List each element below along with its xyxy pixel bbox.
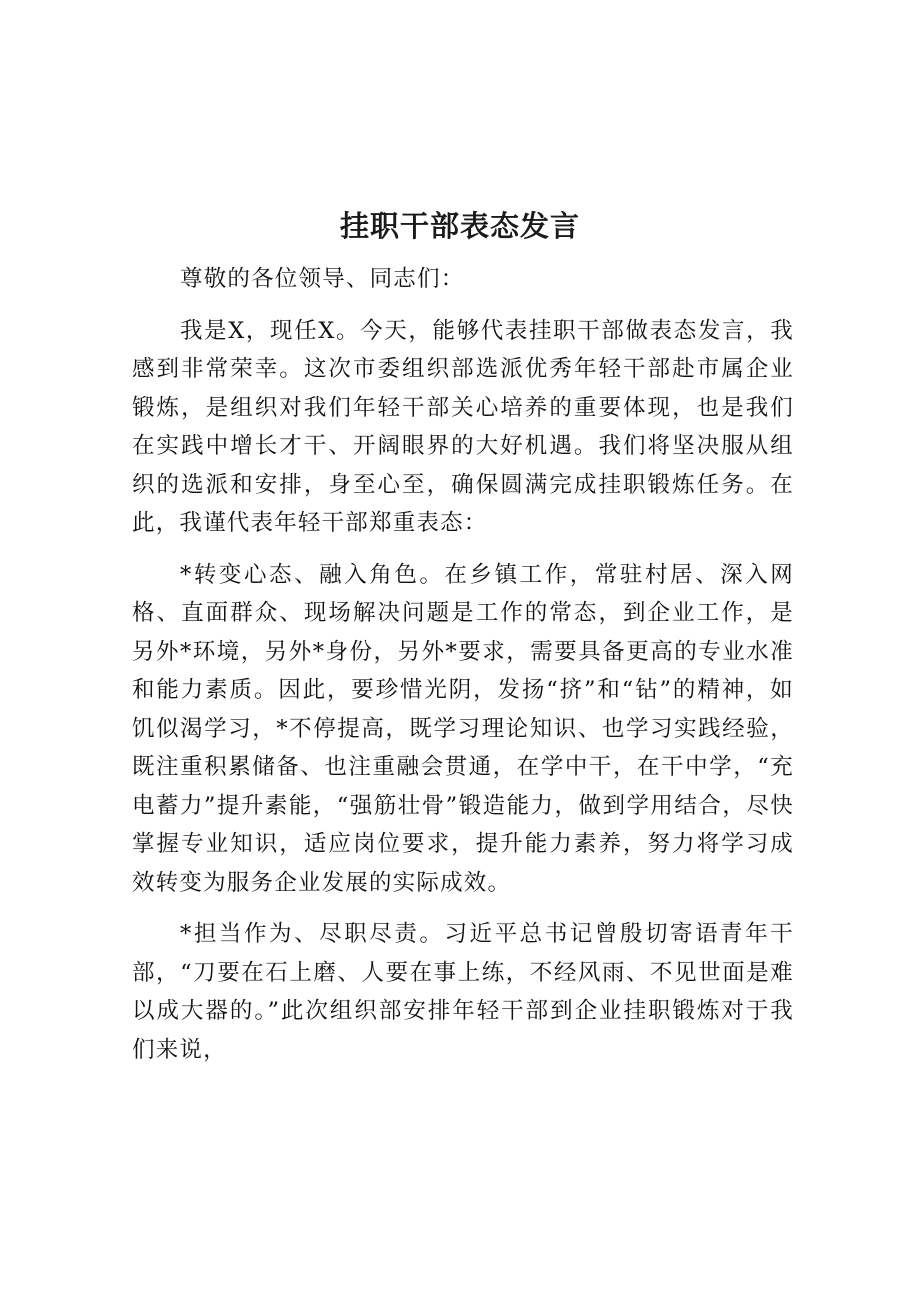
paragraph-responsibility: *担当作为、尽职尽责。习近平总书记曾殷切寄语青年干部，“刀要在石上磨、人要在事上练，不经风雨、不见世面是难以成大器的。”此次组织部安排年轻干部到企业挂职锻炼对于我们来说，: [132, 921, 794, 1063]
document-title: 挂职干部表态发言: [339, 209, 580, 243]
paragraph-mindset: *转变心态、融入角色。在乡镇工作，常驻村居、深入网格、直面群众、现场解决问题是工作的常态，到企业工作，是另外*环境，另外*身份，另外*要求，需要具备更高的专业水准和能力素质。因此，要珍惜光阴，发扬“挤”和“钻”的精神，如饥似渴学习，*不停提高，既学习理论知识、也学习实践经验，既注重积累储备、也注重融会贯通，在学中干，在干中学，“充电蓄力”提升素能，“强筋壮骨”锻造能力，做到学用结合，尽快掌握专业知识，适应岗位要求，提升能力素养，努力将学习成效转变为服务企业发展的实际成效。: [132, 561, 794, 896]
paragraph-intro: 我是X，现任X。今天，能够代表挂职干部做表态发言，我感到非常荣幸。这次市委组织部选派优秀年轻干部赴市属企业锻炼，是组织对我们年轻干部关心培养的重要体现，也是我们在实践中增长才干、开阔眼界的大好机遇。我们将坚决服从组织的选派和安排，身至心至，确保圆满完成挂职锻炼任务。在此，我谨代表年轻干部郑重表态：: [132, 317, 794, 536]
salutation: 尊敬的各位领导、同志们：: [180, 266, 465, 292]
document-body: [132, 260, 794, 1082]
